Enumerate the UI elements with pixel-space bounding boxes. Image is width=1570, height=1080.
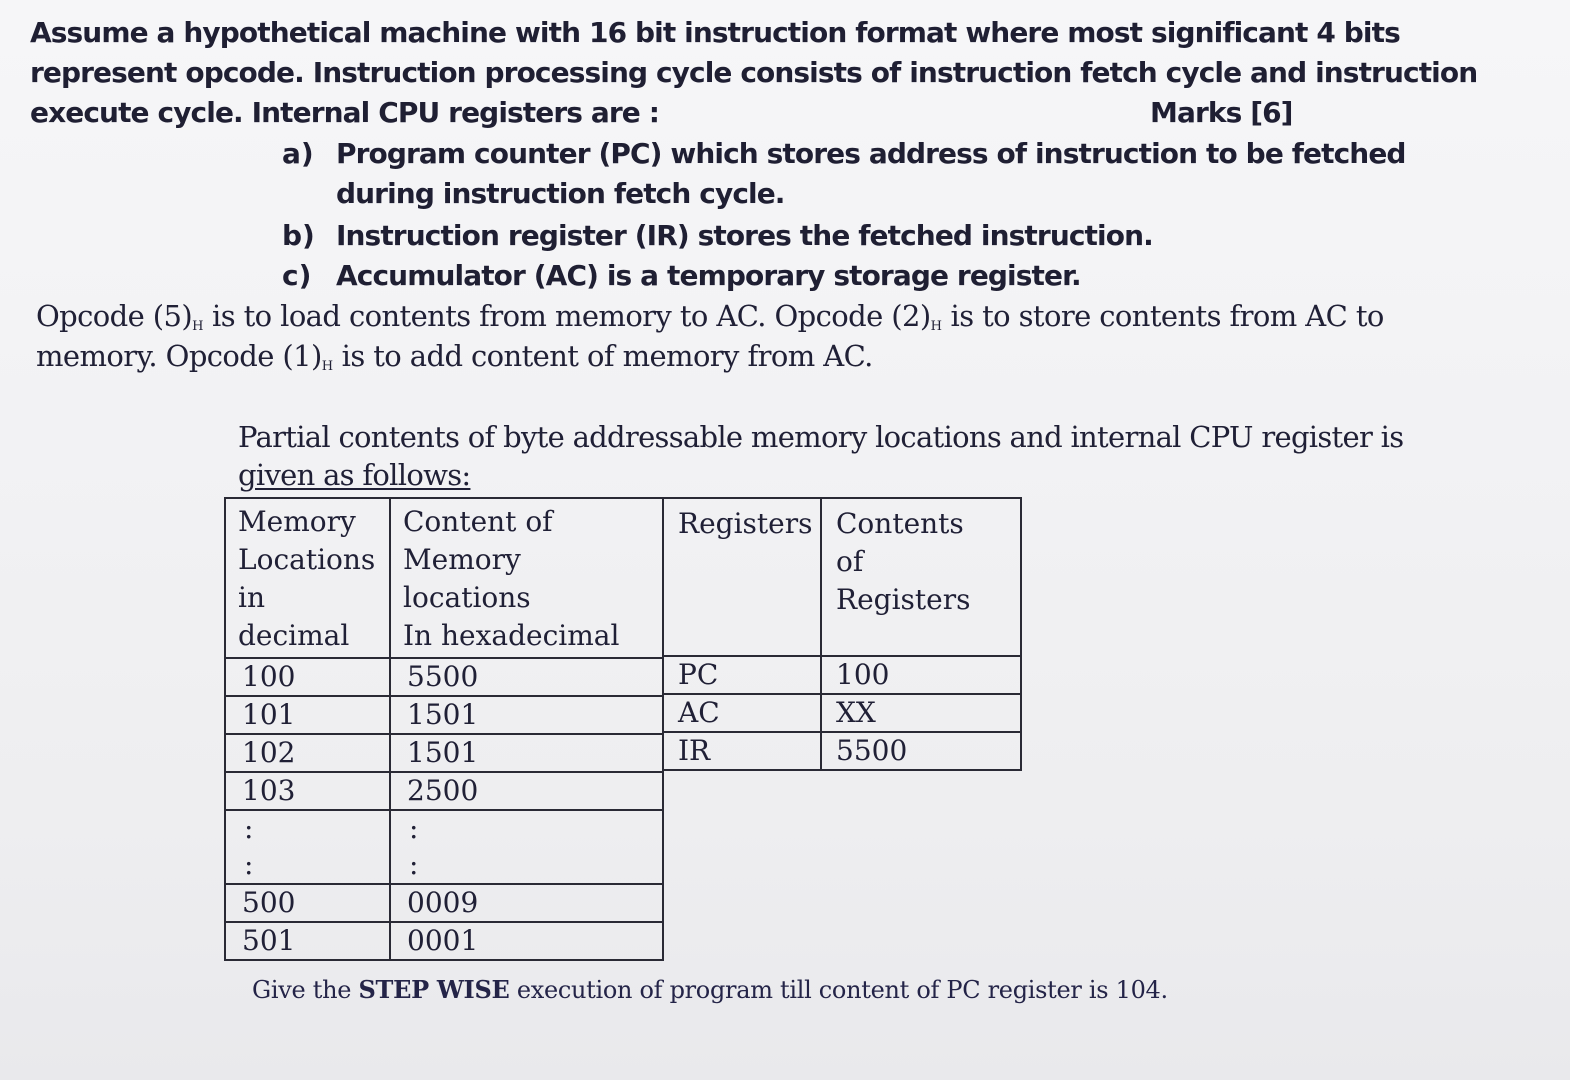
register-value: XX (821, 694, 1021, 732)
table-row (225, 884, 663, 922)
register-contents-header: Contents of Registers (821, 498, 1021, 656)
table-row (663, 694, 1021, 732)
register-value: 5500 (821, 732, 1021, 770)
memory-location: 103 (225, 772, 390, 810)
memory-location-header: Memory Locations in decimal (225, 498, 390, 658)
memory-content-header: Content of Memory locations In hexadecimal (390, 498, 663, 658)
list-label-a: a) (282, 137, 314, 170)
registers-header: Registers (663, 498, 821, 656)
table-row (225, 922, 663, 960)
final-instruction: Give the STEP WISE execution of program till content of PC register is 104. (252, 975, 1168, 1004)
list-item-a-line-1: Program counter (PC) which stores address of instruction to be fetched (336, 137, 1406, 170)
list-item-a-line-2: during instruction fetch cycle. (336, 177, 785, 210)
memory-value: 5500 (390, 658, 663, 696)
ellipsis-mark: : (244, 848, 254, 881)
list-label-c: c) (282, 259, 312, 292)
list-label-b: b) (282, 219, 315, 252)
ellipsis-mark: : (244, 812, 254, 845)
list-item-c: Accumulator (AC) is a temporary storage register. (336, 259, 1081, 292)
memory-table (224, 497, 664, 961)
register-name: AC (663, 694, 821, 732)
table-row (663, 732, 1021, 770)
memory-location: 500 (225, 884, 390, 922)
ellipsis-mark: : (409, 812, 419, 845)
memory-value: 0009 (390, 884, 663, 922)
table-row (225, 772, 663, 810)
table-intro-line-2: given as follows: (238, 458, 471, 492)
table-intro-line-1: Partial contents of byte addressable memory locations and internal CPU register is (238, 420, 1404, 454)
register-value: 100 (821, 656, 1021, 694)
memory-location: 501 (225, 922, 390, 960)
ellipsis-mark: : (409, 848, 419, 881)
register-table (662, 497, 1022, 771)
marks-label: Marks [6] (1150, 96, 1293, 129)
register-name: IR (663, 732, 821, 770)
table-row (225, 658, 663, 696)
register-table-header (663, 498, 1021, 656)
memory-table-header (225, 498, 663, 658)
opcode-line-2: memory. Opcode $(1)_H$ is to add content of memory from AC. (36, 339, 873, 374)
table-row-ellipsis (225, 810, 663, 884)
register-name: PC (663, 656, 821, 694)
memory-value: 0001 (390, 922, 663, 960)
memory-value: 2500 (390, 772, 663, 810)
question-line-2: represent opcode. Instruction processing cycle consists of instruction fetch cycle and instruction (30, 56, 1478, 89)
memory-value: 1501 (390, 734, 663, 772)
memory-value: 1501 (390, 696, 663, 734)
question-line-1: Assume a hypothetical machine with 16 bit instruction format where most significant 4 bits (30, 16, 1400, 49)
question-line-3: execute cycle. Internal CPU registers are : (30, 96, 660, 129)
memory-location: 100 (225, 658, 390, 696)
table-row (225, 734, 663, 772)
table-row (663, 656, 1021, 694)
memory-location: 102 (225, 734, 390, 772)
opcode-line-1: Opcode $(5)_H$ is to load contents from memory to AC. Opcode $(2)_H$ is to store contents from AC to (36, 299, 1384, 334)
list-item-b: Instruction register (IR) stores the fetched instruction. (336, 219, 1153, 252)
table-row (225, 696, 663, 734)
memory-location: 101 (225, 696, 390, 734)
